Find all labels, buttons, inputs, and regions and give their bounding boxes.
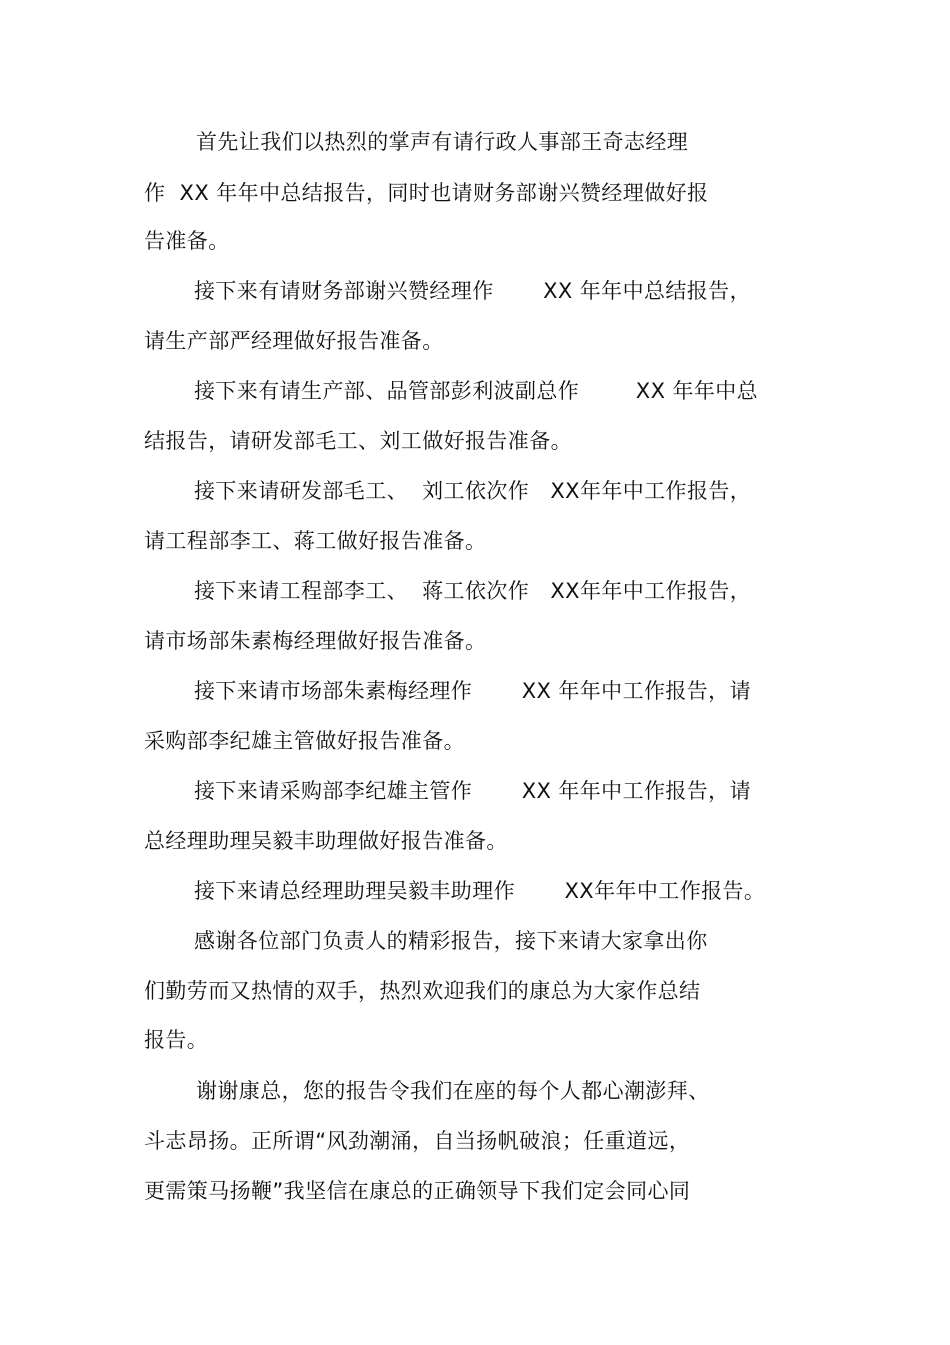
text-line: 们勤劳而又热情的双手，热烈欢迎我们的康总为大家作总结 <box>144 979 701 1003</box>
text-line: 接下来请研发部毛工、 刘工依次作 XX年年中工作报告， <box>194 479 752 503</box>
text-line: 接下来请工程部李工、 蒋工依次作 XX年年中工作报告， <box>194 579 752 603</box>
text-line: 接下来有请财务部谢兴赞经理作 XX 年年中总结报告， <box>194 279 751 303</box>
text-line: 结报告，请研发部毛工、刘工做好报告准备。 <box>144 429 572 453</box>
text-line: 作 XX 年年中总结报告，同时也请财务部谢兴赞经理做好报 <box>144 181 709 205</box>
text-line: 接下来请市场部朱素梅经理作 XX 年年中工作报告，请 <box>194 679 751 703</box>
text-line: 采购部李纪雄主管做好报告准备。 <box>144 729 465 753</box>
text-line: 报告。 <box>144 1028 209 1052</box>
text-line: 接下来有请生产部、品管部彭利波副总作 XX 年年中总 <box>194 379 759 403</box>
text-line: 斗志昂扬。正所谓“风劲潮涌，自当扬帆破浪；任重道远， <box>144 1129 691 1153</box>
text-line: 感谢各位部门负责人的精彩报告，接下来请大家拿出你 <box>194 929 708 953</box>
text-line: 接下来请采购部李纪雄主管作 XX 年年中工作报告，请 <box>194 779 751 803</box>
text-line: 谢谢康总，您的报告令我们在座的每个人都心潮澎拜、 <box>196 1079 710 1103</box>
text-line: 首先让我们以热烈的掌声有请行政人事部王奇志经理 <box>196 130 689 154</box>
text-line: 请生产部严经理做好报告准备。 <box>144 329 444 353</box>
text-line: 接下来请总经理助理吴毅丰助理作 XX年年中工作报告。 <box>194 879 766 903</box>
text-line: 请工程部李工、蒋工做好报告准备。 <box>144 529 487 553</box>
text-line: 总经理助理吴毅丰助理做好报告准备。 <box>144 829 508 853</box>
text-line: 更需策马扬鞭”我坚信在康总的正确领导下我们定会同心同 <box>144 1179 691 1203</box>
text-line: 请市场部朱素梅经理做好报告准备。 <box>144 629 487 653</box>
text-line: 告准备。 <box>144 229 230 253</box>
